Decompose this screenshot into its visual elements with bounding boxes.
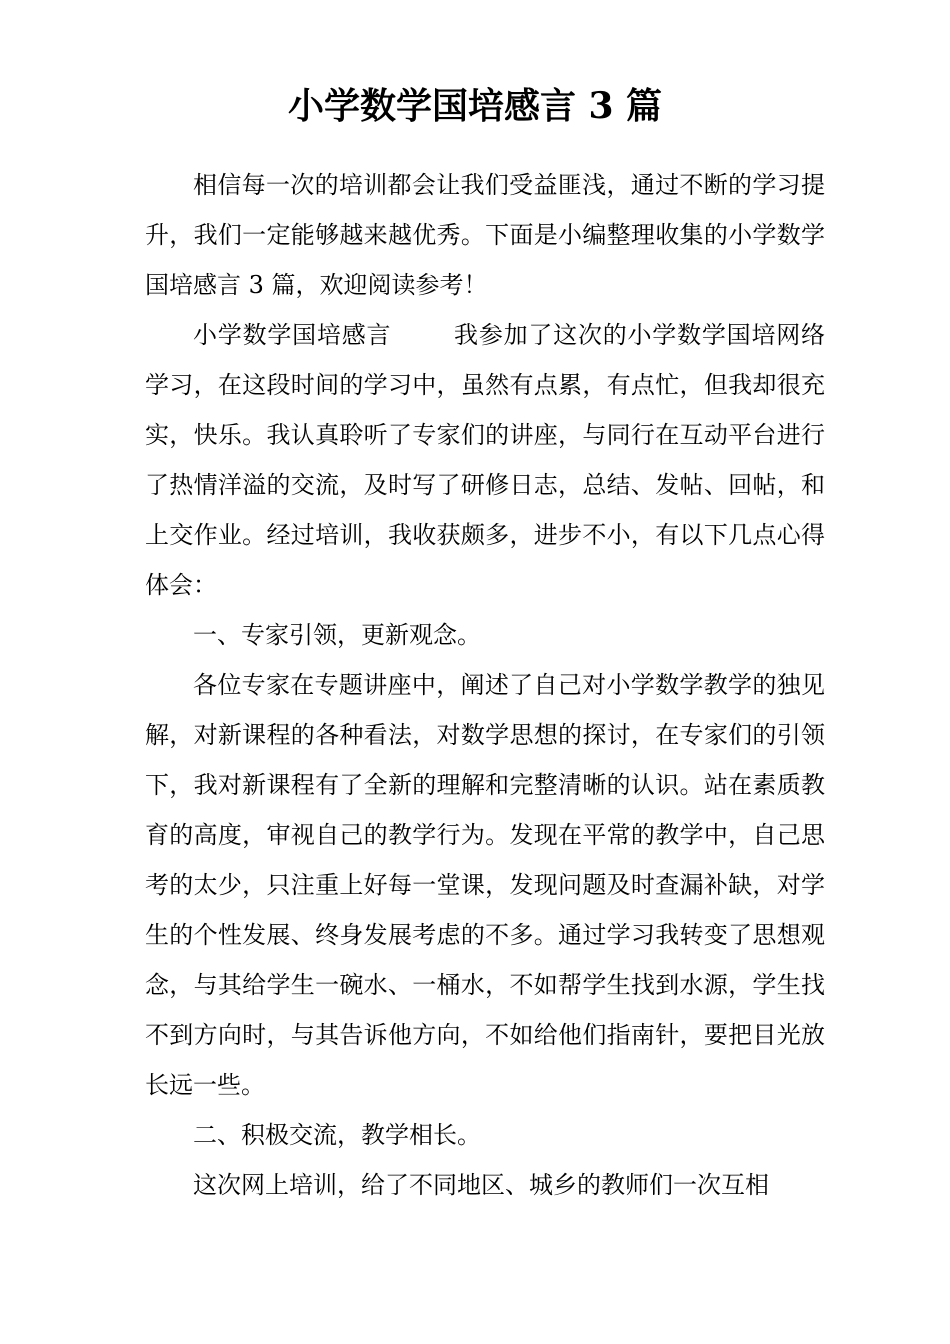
document-title: 小学数学国培感言 3 篇 [287, 85, 663, 127]
paragraph-1: 各位专家在专题讲座中，阐述了自己对小学数学教学的独见解，对新课程的各种看法，对数学思想的探讨，在专家们的引领下，我对新课程有了全新的理解和完整清晰的认识。站在素质教育的高度，审视自己的教学行为。发现在平常的教学中，自己思考的太少，只注重上好每一堂课，发现问题及时查漏补缺，对学生的个性发展、终身发展考虑的不多。通过学习我转变了思想观念，与其给学生一碗水、一桶水，不如帮学生找到水源，学生找不到方向时，与其告诉他方向，不如给他们指南针，要把目光放长远一些。 [145, 671, 825, 1099]
document-body [145, 160, 825, 1210]
heading-1: 一、专家引领，更新观念。 [193, 621, 481, 649]
heading-2: 二、积极交流，教学相长。 [193, 1121, 481, 1149]
intro-paragraph: 相信每一次的培训都会让我们受益匪浅，通过不断的学习提升，我们一定能够越来越优秀。下面是小编整理收集的小学数学国培感言 3 篇，欢迎阅读参考！ [145, 171, 825, 299]
section-paragraph [145, 310, 825, 610]
section-text: 我参加了这次的小学数学国培网络学习，在这段时间的学习中，虽然有点累，有点忙，但我却很充实，快乐。我认真聆听了专家们的讲座，与同行在互动平台进行了热情洋溢的交流，及时写了研修日志，总结、发帖、回帖，和上交作业。经过培训，我收获颇多，进步不小，有以下几点心得体会： [145, 321, 826, 599]
paragraph-2: 这次网上培训，给了不同地区、城乡的教师们一次互相 [193, 1171, 769, 1199]
section-label: 小学数学国培感言 [193, 321, 392, 349]
